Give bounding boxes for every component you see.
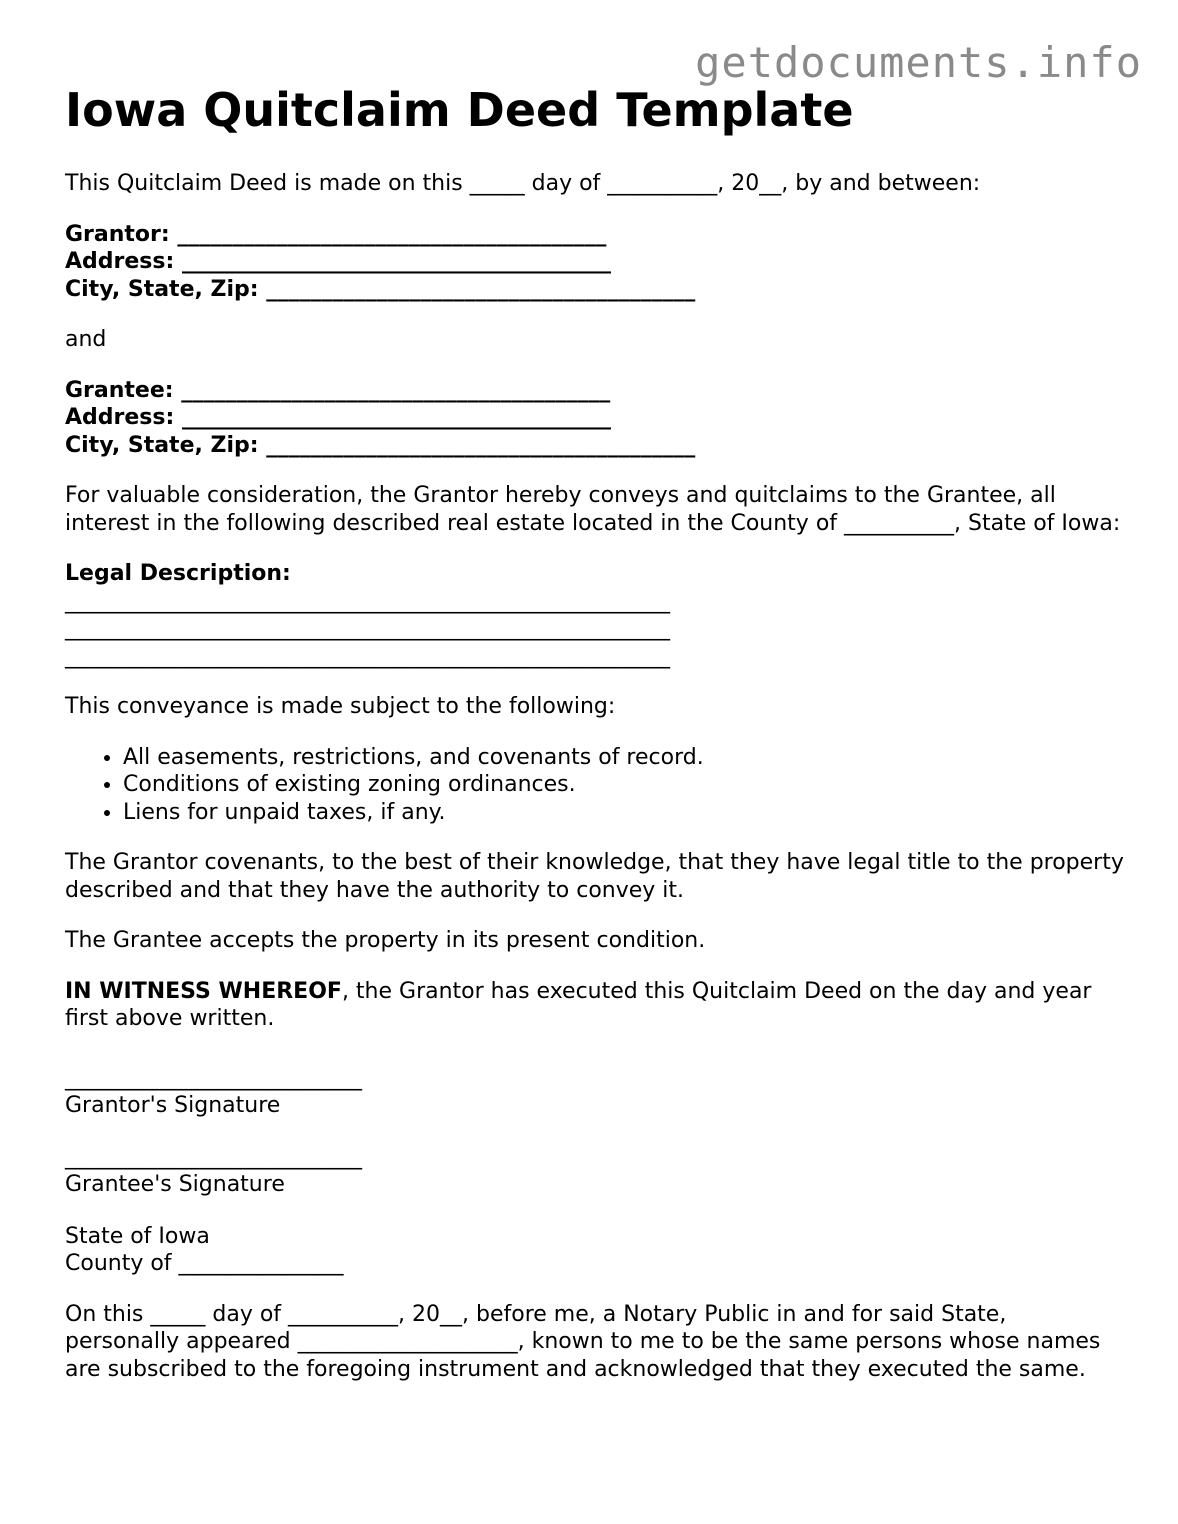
grantee-address-blank[interactable]: _______________________________________ [174,405,611,430]
grantee-address-label: Address: [65,405,175,430]
signature-section [65,1065,1125,1199]
watermark: getdocuments.info [695,38,1142,87]
and-text: and [65,327,107,352]
grantor-name-blank[interactable]: _______________________________________ [169,221,607,247]
witness-paragraph [65,978,1125,1033]
witness-rest: , the Grantor has executed this Quitclaim Deed on the day and year first above written. [65,978,1092,1031]
grantee-block [65,377,1125,460]
grantor-signature-block [65,1065,1125,1120]
notary-venue [65,1223,1125,1278]
subject-intro: This conveyance is made subject to the following: [65,694,616,719]
condition-item: • Liens for unpaid taxes, if any. [123,799,1125,827]
grantor-address-line [65,248,1125,276]
document-title: Iowa Quitclaim Deed Template [65,83,854,137]
legal-description-label: Legal Description: [65,561,291,586]
grantor-address-label: Address: [65,249,175,274]
condition-item: • Conditions of existing zoning ordinances. [123,771,1125,799]
grantee-csz-blank[interactable]: _______________________________________ [258,432,696,458]
covenant-paragraph: The Grantor covenants, to the best of their knowledge, that they have legal title to the property described and that they have the authority to convey it. [65,850,1124,903]
grantee-address-line [65,404,1125,432]
grantor-block [65,221,1125,304]
grantee-label: Grantee: [65,377,174,403]
grantee-csz-line [65,432,1125,460]
grantee-name-blank[interactable]: _______________________________________ [173,377,611,403]
grantor-label: Grantor: [65,221,170,247]
grantee-signature-block [65,1144,1125,1199]
conditions-list [65,744,1125,827]
legal-description-line[interactable]: _______________________________________________________ [65,588,670,614]
grantor-name-line [65,221,1125,249]
legal-description-block [65,560,1125,670]
grantor-csz-label: City, State, Zip: [65,276,259,302]
notary-county: County of _______________ [65,1251,344,1276]
grantee-signature-label: Grantee's Signature [65,1172,285,1197]
notary-state: State of Iowa [65,1223,210,1249]
grantor-address-blank[interactable]: _______________________________________ [174,249,611,274]
document-body [65,170,1125,1383]
grantee-csz-label: City, State, Zip: [65,432,259,458]
witness-lead: IN WITNESS WHEREOF [65,978,342,1004]
grantor-signature-line[interactable]: ___________________________ [65,1065,362,1091]
legal-description-line[interactable]: _______________________________________________________ [65,643,670,669]
grantor-csz-line [65,276,1125,304]
consideration-paragraph: For valuable consideration, the Grantor hereby conveys and quitclaims to the Grantee, all interest in the following described real estate located in the County of __________, State of Iowa: [65,483,1121,536]
notary-paragraph: On this _____ day of __________, 20__, before me, a Notary Public in and for said State, personally appeared ____________________, known to me to be the same persons whose names are subscribed to the foregoing instrument and acknowledged that they executed the same. [65,1301,1101,1382]
grantor-signature-label: Grantor's Signature [65,1093,281,1118]
condition-item: • All easements, restrictions, and covenants of record. [123,744,1125,772]
legal-description-line[interactable]: _______________________________________________________ [65,616,670,641]
intro-paragraph: This Quitclaim Deed is made on this _____ day of __________, 20__, by and between: [65,171,981,196]
grantee-signature-line[interactable]: ___________________________ [65,1144,362,1170]
grantor-csz-blank[interactable]: _______________________________________ [258,276,696,302]
acceptance-paragraph: The Grantee accepts the property in its present condition. [65,928,706,953]
grantee-name-line [65,377,1125,405]
